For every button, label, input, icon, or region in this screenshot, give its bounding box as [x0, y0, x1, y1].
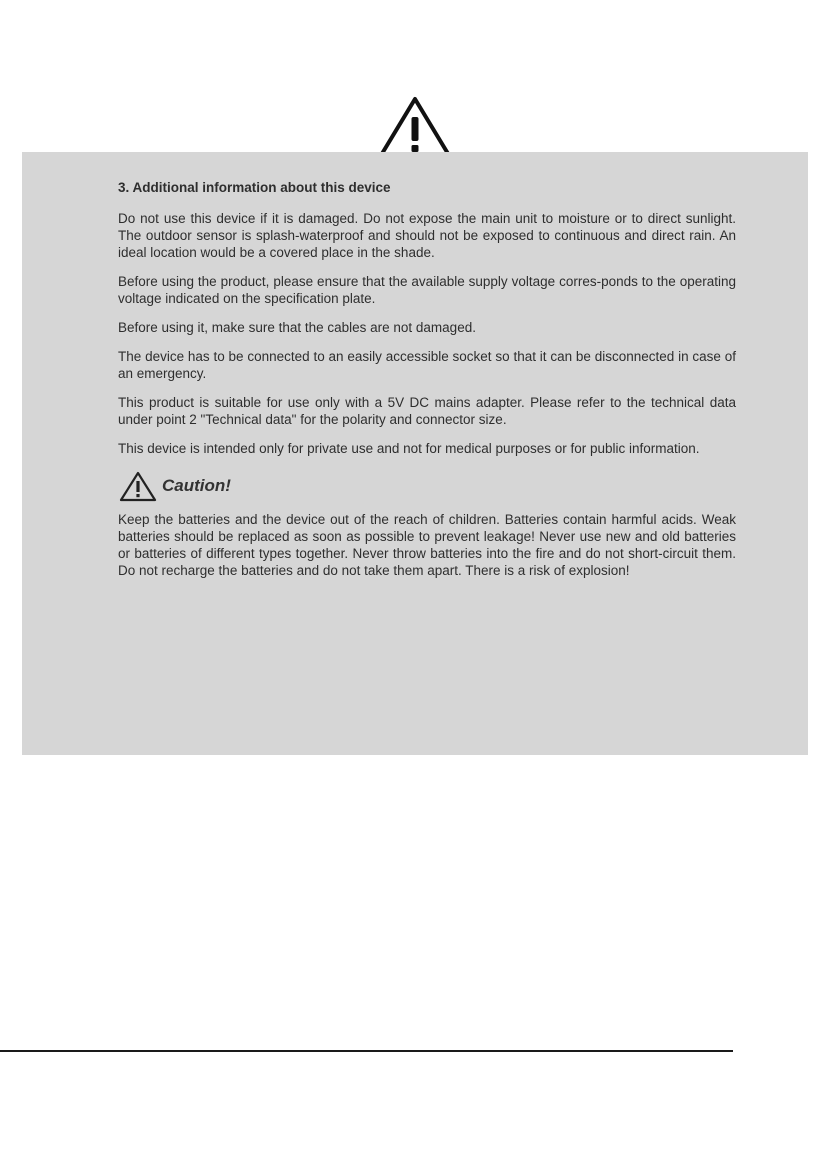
paragraph-adapter: This product is suitable for use only with a 5V DC mains adapter. Please refer to the technical data under point 2 "Technical data" for the polarity and connector size.: [118, 395, 736, 427]
paragraph-caution: Keep the batteries and the device out of the reach of children. Batteries contain harmful acids. Weak batteries should be replaced as soon as possible to prevent leakage! Never use new and old batteries or batteries of different types together. Never throw batteries into the fire and do not short-circuit them. Do not recharge the batteries and do not take them apart. There is a risk of explosion!: [118, 512, 736, 578]
section-title: 3. Additional information about this device: [118, 180, 391, 195]
warning-triangle-icon: [118, 470, 158, 502]
caution-heading: [118, 469, 736, 503]
paragraph-cables: Before using it, make sure that the cables are not damaged.: [118, 320, 476, 335]
info-content: [118, 180, 736, 591]
paragraph-voltage: Before using the product, please ensure that the available supply voltage corres-ponds to the operating voltage indicated on the specification plate.: [118, 274, 736, 306]
paragraph-private-use: This device is intended only for private use and not for medical purposes or for public information.: [118, 441, 700, 456]
paragraph-socket: The device has to be connected to an easily accessible socket so that it can be disconnected in case of an emergency.: [118, 349, 736, 381]
paragraph-damage: Do not use this device if it is damaged. Do not expose the main unit to moisture or to direct sunlight. The outdoor sensor is splash-waterproof and should not be exposed to continuous and direct rain. An ideal location would be a covered place in the shade.: [118, 211, 736, 260]
footer-divider: [0, 1050, 733, 1052]
caution-label: Caution!: [162, 476, 231, 495]
